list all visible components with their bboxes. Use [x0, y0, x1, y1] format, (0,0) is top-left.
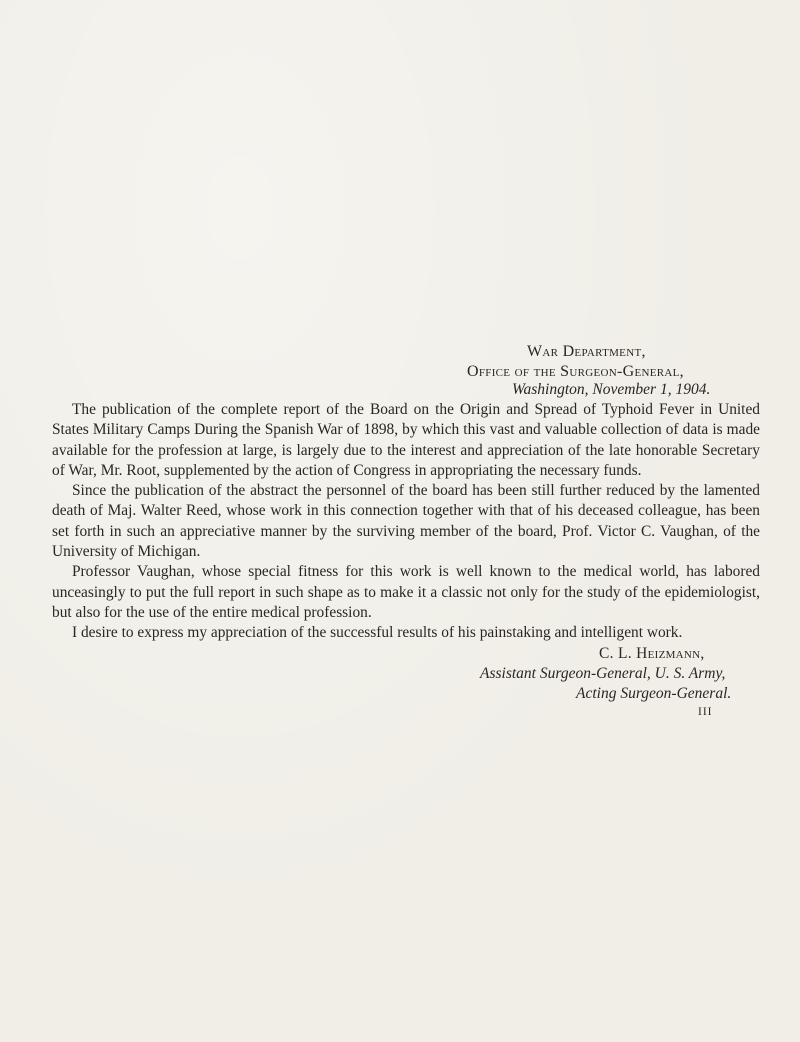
letterhead-office-text: Office of the Surgeon-General,: [467, 363, 684, 380]
paragraph-1: The publication of the complete report of the Board on the Origin and Spread of Typhoid Fever in United States Military Camps During the Spanish War of 1898, by which this vast and valuable collection of data is made available for the profession at large, is largely due to the interest and appreciation of the late honorable Secretary of War, Mr. Root, supplemented by the action of Congress in appropriating the necessary funds.: [52, 401, 760, 479]
paragraph-2: Since the publication of the abstract the personnel of the board has been still further reduced by the lamented death of Maj. Walter Reed, whose work in this connection together with that of his deceased colleague, has been set forth in such an appreciative manner by the surviving member of the board, Prof. Victor C. Vaughan, of the University of Michigan.: [52, 482, 760, 561]
paragraph-4: I desire to express my appreciation of the successful results of his painstaking and intelligent work.: [72, 624, 683, 642]
page-number: III: [698, 706, 713, 718]
paragraph-3: Professor Vaughan, whose special fitness for this work is well known to the medical world, has labored unceasingly to put the full report in such shape as to make it a classic not only for the study of the epidemiologist, but also for the use of the entire medical profession.: [52, 563, 760, 621]
letterhead-department-text: War Department,: [527, 343, 646, 360]
dateline: Washington, November 1, 1904.: [512, 381, 711, 398]
signature-title-assistant: Assistant Surgeon-General, U. S. Army,: [480, 665, 726, 682]
signature-title-acting: Acting Surgeon-General.: [576, 685, 732, 702]
signature-name: C. L. Heizmann,: [599, 645, 705, 662]
letter-body: [52, 400, 760, 644]
